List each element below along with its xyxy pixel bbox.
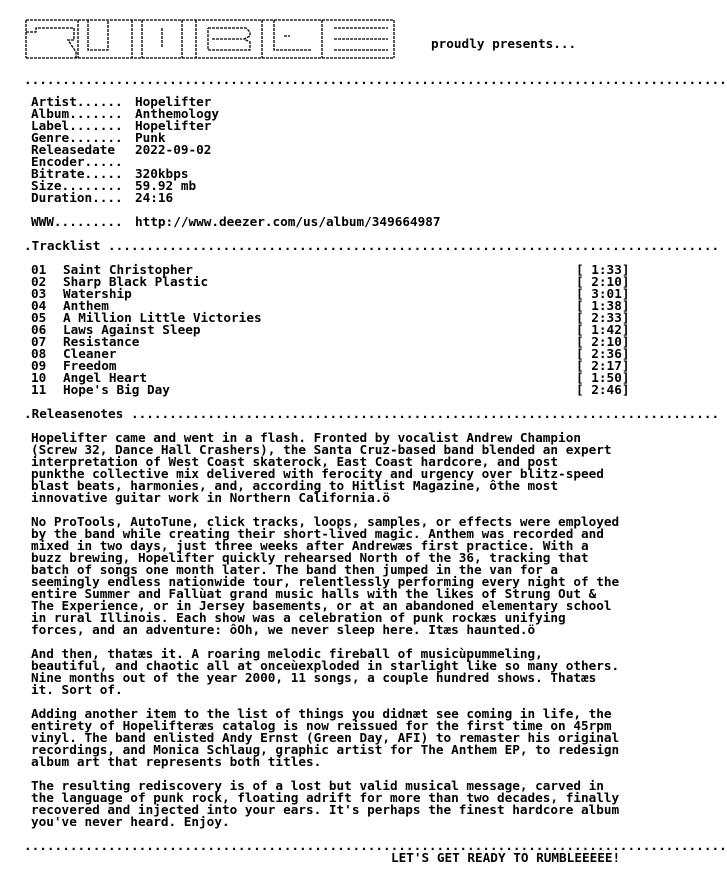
info-label-album: Album....... <box>31 106 123 121</box>
www-link[interactable]: http://www.deezer.com/us/album/349664987 <box>135 214 441 229</box>
track-title: Laws Against Sleep <box>63 322 201 337</box>
track-title: Hope's Big Day <box>63 382 170 397</box>
notes-line: mixed in two days, just three weeks after Andrewæs first practice. With a <box>31 538 589 553</box>
info-value-bitrate: 320kbps <box>135 166 189 181</box>
track-number: 08 <box>31 346 47 361</box>
notes-line: Adding another item to the list of things you didnæt see coming in life, the <box>31 706 612 721</box>
rumble-logo <box>22 18 402 64</box>
track-title: Watership <box>63 286 132 301</box>
track-number: 07 <box>31 334 47 349</box>
track-title: A Million Little Victories <box>63 310 262 325</box>
notes-line: by the band while creating their short-lived magic. Anthem was recorded and <box>31 526 604 541</box>
track-number: 10 <box>31 370 47 385</box>
track-duration: [ 2:36] <box>576 346 630 361</box>
footer-text: LET'S GET READY TO RUMBLEEEEE! <box>391 850 621 865</box>
track-number: 09 <box>31 358 47 373</box>
info-value-genre: Punk <box>135 130 166 145</box>
info-label-size: Size........ <box>31 178 123 193</box>
notes-line: album art that represents both titles. <box>31 754 322 769</box>
track-title: Resistance <box>63 334 140 349</box>
notes-line: (Screw 32, Dance Hall Crashers), the Santa Cruz-based band blended an expert <box>31 442 612 457</box>
notes-line: Nine months out of the year 2000, 11 songs, a couple hundred shows. Thatæs <box>31 670 597 685</box>
track-number: 01 <box>31 262 47 277</box>
info-label-www: WWW......... <box>31 214 123 229</box>
notes-line: blast beats, harmonies, and, according to Hitlist Magazine, ôthe most <box>31 478 559 493</box>
notes-line: punkthe collective mix delivered with ferocity and urgency over blitz-speed <box>31 466 604 481</box>
notes-line: it. Sort of. <box>31 682 123 697</box>
info-value-releasedate: 2022-09-02 <box>135 142 212 157</box>
tracklist-header: .Tracklist ................................................................................ <box>24 238 720 253</box>
info-label-label: Label....... <box>31 118 123 133</box>
notes-line: beautiful, and chaotic all at onceùexploded in starlight like so many others. <box>31 658 620 673</box>
info-value-duration: 24:16 <box>135 190 174 205</box>
track-duration: [ 1:38] <box>576 298 630 313</box>
track-number: 02 <box>31 274 47 289</box>
track-number: 06 <box>31 322 47 337</box>
track-title: Sharp Black Plastic <box>63 274 209 289</box>
separator-top: ............................................................................................ <box>24 72 727 87</box>
proudly-presents-text: proudly presents... <box>431 36 577 51</box>
track-title: Cleaner <box>63 346 117 361</box>
notes-line: The Experience, or in Jersey basements, or at an abandoned elementary school <box>31 598 612 613</box>
notes-line: interpretation of West Coast skaterock, East Coast hardcore, and post <box>31 454 559 469</box>
info-value-label: Hopelifter <box>135 118 212 133</box>
track-duration: [ 2:33] <box>576 310 630 325</box>
track-duration: [ 1:33] <box>576 262 630 277</box>
notes-line: Hopelifter came and went in a flash. Fronted by vocalist Andrew Champion <box>31 430 581 445</box>
notes-line: batch of songs one month later. The band then jumped in the van for a <box>31 562 559 577</box>
track-number: 05 <box>31 310 47 325</box>
notes-line: you've never heard. Enjoy. <box>31 814 230 829</box>
track-duration: [ 1:50] <box>576 370 630 385</box>
track-duration: [ 2:17] <box>576 358 630 373</box>
track-title: Angel Heart <box>63 370 148 385</box>
track-title: Anthem <box>63 298 109 313</box>
track-duration: [ 1:42] <box>576 322 630 337</box>
info-label-duration: Duration.... <box>31 190 123 205</box>
notes-line: innovative guitar work in Northern California.ö <box>31 490 391 505</box>
info-label-genre: Genre....... <box>31 130 123 145</box>
info-label-bitrate: Bitrate..... <box>31 166 123 181</box>
track-number: 11 <box>31 382 47 397</box>
notes-line: entire Summer and Fallùat grand music halls with the likes of Strung Out & <box>31 586 597 601</box>
track-duration: [ 3:01] <box>576 286 630 301</box>
notes-line: No ProTools, AutoTune, click tracks, loops, samples, or effects were employed <box>31 514 620 529</box>
track-number: 04 <box>31 298 47 313</box>
notes-line: forces, and an adventure: ôOh, we never sleep here. Itæs haunted.ö <box>31 622 536 637</box>
notes-line: seemingly endless nationwide tour, relentlessly performing every night of the <box>31 574 620 589</box>
notes-line: buzz brewing, Hopelifter quickly rehearsed North of the 36, tracking that <box>31 550 589 565</box>
notes-line: The resulting rediscovery is of a lost but valid musical message, carved in <box>31 778 604 793</box>
track-title: Saint Christopher <box>63 262 193 277</box>
track-number: 03 <box>31 286 47 301</box>
notes-line: in rural Illinois. Each show was a celebration of punk rockæs unifying <box>31 610 566 625</box>
info-value-artist: Hopelifter <box>135 94 212 109</box>
notes-line: And then, thatæs it. A roaring melodic fireball of musicùpummeling, <box>31 646 543 661</box>
track-title: Freedom <box>63 358 117 373</box>
separator-bottom: ............................................................................................ <box>24 838 727 853</box>
info-value-size: 59.92 mb <box>135 178 197 193</box>
notes-line: recovered and injected into your ears. It's perhaps the finest hardcore album <box>31 802 620 817</box>
info-label-releasedate: Releasedate <box>31 142 116 157</box>
track-duration: [ 2:10] <box>576 334 630 349</box>
notes-line: entirety of Hopelifteræs catalog is now reissued for the first time on 45rpm <box>31 718 612 733</box>
info-label-encoder: Encoder..... <box>31 154 123 169</box>
notes-line: recordings, and Monica Schlaug, graphic artist for The Anthem EP, to redesign <box>31 742 620 757</box>
notes-line: vinyl. The band enlisted Andy Ernst (Green Day, AFI) to remaster his original <box>31 730 620 745</box>
releasenotes-header: .Releasenotes ............................................................................. <box>24 406 720 421</box>
track-duration: [ 2:10] <box>576 274 630 289</box>
info-label-artist: Artist...... <box>31 94 123 109</box>
track-duration: [ 2:46] <box>576 382 630 397</box>
info-value-album: Anthemology <box>135 106 220 121</box>
notes-line: the language of punk rock, floating adrift for more than two decades, finally <box>31 790 620 805</box>
